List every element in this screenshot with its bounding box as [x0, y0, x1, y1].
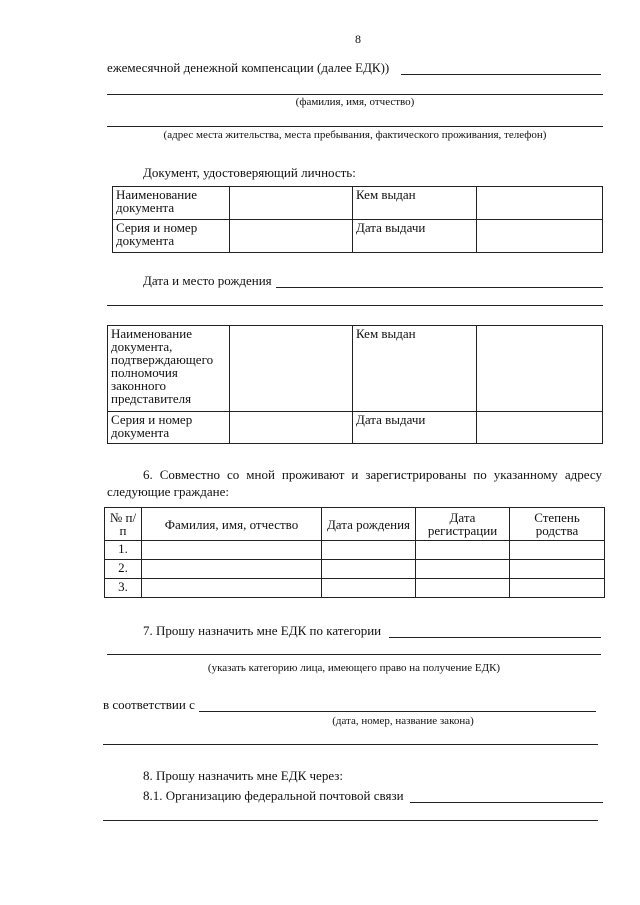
row-birth-date-cell[interactable]: [322, 541, 416, 560]
row-number: 1.: [105, 541, 142, 560]
identity-doc-table: [112, 186, 603, 253]
item-8-1-continuation[interactable]: [103, 820, 598, 821]
representative-series-number-label: Серия и номер документа: [108, 412, 230, 444]
address-field-line[interactable]: [107, 126, 603, 127]
accordance-label: в соответствии с: [103, 697, 195, 712]
citizens-table: [104, 507, 605, 598]
identity-issue-date-value[interactable]: [477, 220, 603, 253]
row-fio-cell[interactable]: [142, 560, 322, 579]
citizens-col-registration-date: Дата регистрации: [416, 508, 510, 541]
accordance-line: [103, 697, 596, 712]
row-registration-date-cell[interactable]: [416, 560, 510, 579]
birth-line: [143, 273, 603, 288]
representative-issue-date-label: Дата выдачи: [353, 412, 477, 444]
representative-doc-name-value[interactable]: [230, 326, 353, 412]
section7-text: 7. Прошу назначить мне ЕДК по категории: [143, 623, 382, 638]
citizens-col-number: № п/п: [105, 508, 142, 541]
identity-series-number-value[interactable]: [230, 220, 353, 253]
law-field[interactable]: [199, 699, 596, 712]
representative-issued-by-value[interactable]: [477, 326, 603, 412]
page-number: 8: [355, 32, 361, 46]
row-registration-date-cell[interactable]: [416, 541, 510, 560]
intro-line: [107, 60, 601, 75]
citizens-col-birth-date: Дата рождения: [322, 508, 416, 541]
fio-field-line[interactable]: [107, 94, 603, 95]
row-fio-cell[interactable]: [142, 579, 322, 598]
row-birth-date-cell[interactable]: [322, 560, 416, 579]
caption-fio: (фамилия, имя, отчество): [295, 96, 415, 108]
section7-category-field[interactable]: [389, 625, 601, 638]
table-row: [105, 541, 605, 560]
representative-issued-by-label: Кем выдан: [353, 326, 477, 412]
table-row: [105, 579, 605, 598]
row-number: 3.: [105, 579, 142, 598]
row-birth-date-cell[interactable]: [322, 579, 416, 598]
category-field-line[interactable]: [107, 654, 601, 655]
row-registration-date-cell[interactable]: [416, 579, 510, 598]
item-8-1-line: [143, 788, 603, 803]
section6-text: 6. Совместно со мной проживают и зарегистрированы по указанному адресу следующие граждане:: [107, 467, 602, 499]
caption-category: (указать категорию лица, имеющего право на получение ЕДК): [207, 662, 501, 674]
identity-issued-by-label: Кем выдан: [353, 187, 477, 220]
row-relationship-cell[interactable]: [510, 541, 605, 560]
identity-issue-date-label: Дата выдачи: [353, 220, 477, 253]
section7-line: [143, 623, 601, 638]
identity-issued-by-value[interactable]: [477, 187, 603, 220]
intro-line-text: ежемесячной денежной компенсации (далее ЕДК)): [107, 60, 390, 75]
identity-doc-name-label: Наименование документа: [113, 187, 230, 220]
law-field-continuation[interactable]: [103, 744, 598, 745]
item-8-1-text: 8.1. Организацию федеральной почтовой связи: [143, 788, 404, 803]
citizens-col-fio: Фамилия, имя, отчество: [142, 508, 322, 541]
representative-doc-table: [107, 325, 603, 444]
caption-address: (адрес места жительства, места пребывания, фактического проживания, телефон): [163, 129, 547, 141]
representative-issue-date-value[interactable]: [477, 412, 603, 444]
row-relationship-cell[interactable]: [510, 579, 605, 598]
birth-line-continuation[interactable]: [107, 305, 603, 306]
caption-law: (дата, номер, название закона): [332, 715, 474, 727]
row-fio-cell[interactable]: [142, 541, 322, 560]
identity-doc-name-value[interactable]: [230, 187, 353, 220]
citizens-col-relationship: Степень родства: [510, 508, 605, 541]
representative-series-number-value[interactable]: [230, 412, 353, 444]
identity-series-number-label: Серия и номер документа: [113, 220, 230, 253]
intro-line-field[interactable]: [401, 62, 601, 75]
birth-line-field[interactable]: [276, 275, 603, 288]
section8-text: 8. Прошу назначить мне ЕДК через:: [143, 768, 343, 783]
table-row: [105, 560, 605, 579]
row-number: 2.: [105, 560, 142, 579]
identity-doc-heading: Документ, удостоверяющий личность:: [143, 165, 356, 180]
item-8-1-field[interactable]: [410, 790, 603, 803]
birth-line-label: Дата и место рождения: [143, 273, 272, 288]
representative-doc-name-label: Наименование документа, подтверждающего полномочия законного представителя: [108, 326, 230, 412]
row-relationship-cell[interactable]: [510, 560, 605, 579]
